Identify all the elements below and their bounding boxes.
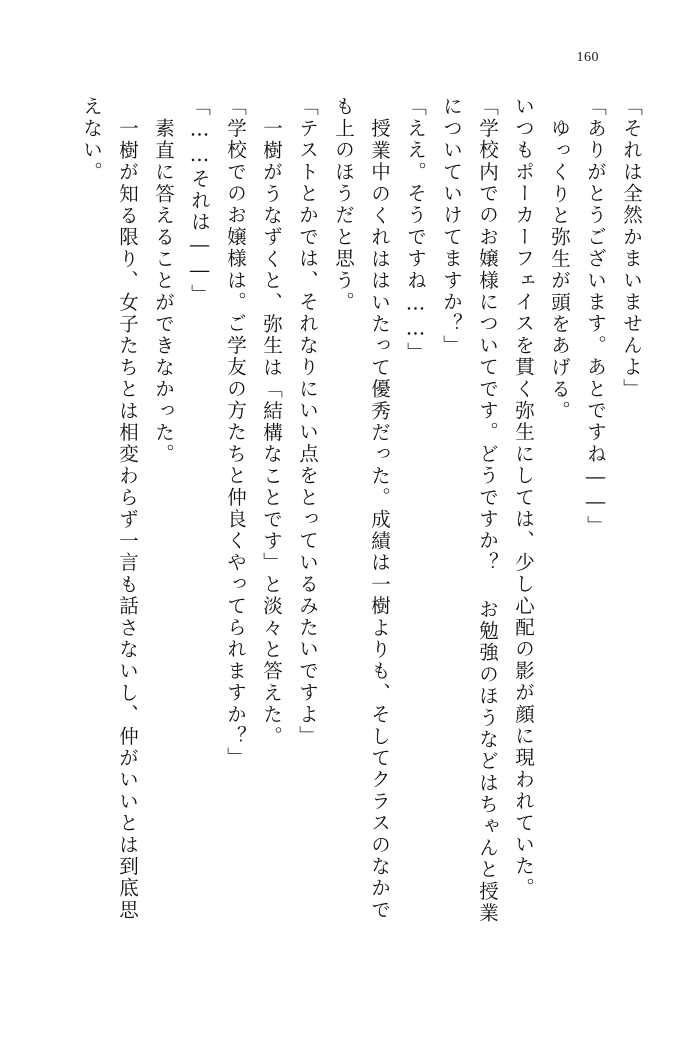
- text-line: 「……それは――」: [188, 96, 211, 306]
- page-number: 160: [576, 50, 599, 65]
- text-line: 「テストとかでは、それなりにいい点をとっているみたいですよ」: [296, 96, 319, 747]
- text-line: 「学校でのお嬢様は。ご学友の方たちと仲良くやってられますか？」: [224, 96, 247, 769]
- text-line: ゆっくりと弥生が頭をあげる。: [548, 118, 571, 422]
- text-line: えない。: [80, 96, 103, 183]
- text-line: 授業中のくれははいたって優秀だった。成績は一樹よりも、そしてクラスのなかで: [368, 118, 391, 921]
- text-line: 「学校内でのお嬢様についてです。どうですか？ お勉強のほうなどはちゃんと授業: [476, 96, 499, 925]
- vertical-text-body: [48, 96, 649, 990]
- text-line: 「それは全然かまいませんよ」: [620, 96, 643, 400]
- text-line: 一樹が知る限り、女子たちとは相変わらず一言も話さないし、仲がいいとは到底思: [116, 118, 139, 921]
- text-line: 「ありがとうございます。あとですね――」: [584, 96, 607, 537]
- text-line: いつもポーカーフェイスを貫く弥生にしては、少し心配の影が顔に現われていた。: [512, 96, 535, 899]
- text-line: 素直に答えることができなかった。: [152, 118, 175, 466]
- text-line: 一樹がうなずくと、弥生は「結構なことです」と淡々と答えた。: [260, 118, 283, 748]
- text-line: についていけてますか？」: [440, 96, 463, 357]
- text-line: 「ええ。そうですね……」: [404, 96, 427, 364]
- text-line: も上のほうだと思う。: [332, 96, 355, 313]
